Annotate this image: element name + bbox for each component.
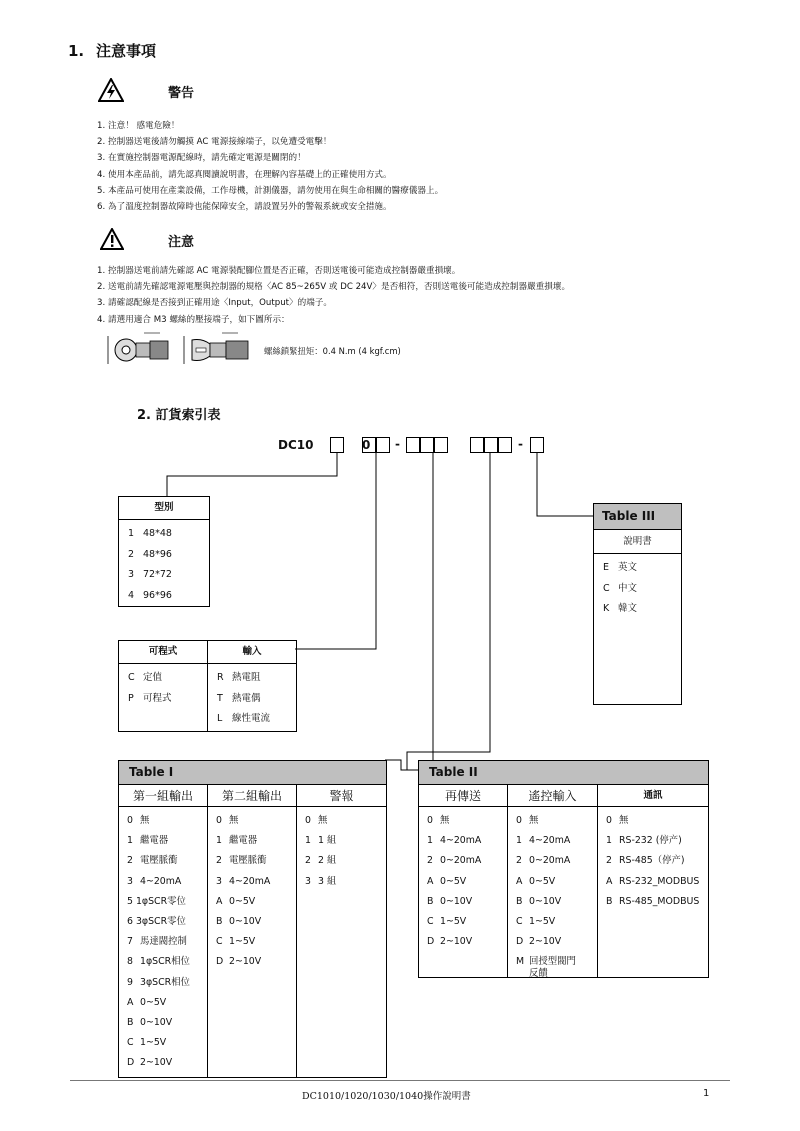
table-row: 0 無 xyxy=(305,815,328,826)
table-row: C 1~5V xyxy=(216,936,256,948)
table-row: 2 2 組 xyxy=(305,855,337,867)
type-row: 3 72*72 xyxy=(128,569,172,580)
table-3-title: Table III xyxy=(594,504,681,530)
footer-divider xyxy=(70,1080,730,1081)
warning-item: 6. 為了溫度控制器故障時也能保障安全，請設置另外的警報系統或安全措施。 xyxy=(97,202,392,213)
table-row: 6 3φSCR零位 xyxy=(127,916,186,928)
table-2-col-remote-header: 遙控輸入 xyxy=(508,785,598,807)
table-row: 8 1φSCR相位 xyxy=(127,956,190,968)
table-2-col-remote xyxy=(508,807,598,980)
type-row: 4 96*96 xyxy=(128,589,172,601)
table-2-col-comm-header: 通訊 xyxy=(598,785,708,807)
prog-row: P 可程式 xyxy=(128,692,172,704)
table-row: 2 電壓脈衝 xyxy=(127,855,178,867)
manual-row: E 英文 xyxy=(603,562,638,573)
warning-title: 警告 xyxy=(168,86,195,101)
caution-item: 1. 控制器送電前請先確認 AC 電源裝配腳位置是否正確，否則送電後可能造成控制器嚴重損壞。 xyxy=(97,266,461,276)
table-row: D 2~10V xyxy=(427,936,473,948)
table-1-col-out2-header: 第二組輸出 xyxy=(208,785,297,807)
table-1-col-alarm xyxy=(297,807,386,1077)
table-row: 1 4~20mA xyxy=(427,835,482,847)
table-1-col-alarm-header: 警報 xyxy=(297,785,386,807)
section-1-number: 1. xyxy=(68,42,85,60)
input-header: 輸入 xyxy=(208,641,296,664)
table-row: 3 4~20mA xyxy=(216,875,271,887)
page-number: 1 xyxy=(703,1088,710,1099)
warning-item: 3. 在實施控制器電源配線時，請先確定電源是關閉的！ xyxy=(97,153,306,164)
input-row: T 熱電偶 xyxy=(217,692,261,704)
caution-item: 4. 請選用適合 M3 螺絲的壓接端子，如下圖所示： xyxy=(97,314,290,325)
code-hyphen-2: - xyxy=(518,437,523,451)
line-table3 xyxy=(537,453,593,516)
manual-row: K 韓文 xyxy=(603,603,638,614)
manual-row: C 中文 xyxy=(603,582,638,594)
line-table1 xyxy=(385,453,433,770)
warning-item: 1. 注意！ 感電危險！ xyxy=(97,121,180,131)
caution-item: 3. 請確認配線是否接到正確用途〈Input，Output〉的端子。 xyxy=(97,298,332,309)
caution-title: 注意 xyxy=(168,235,195,250)
code-hyphen: - xyxy=(395,437,400,451)
table-row: 0 無 xyxy=(216,815,239,826)
warning-item: 5. 本產品可使用在產業設備，工作母機，計測儀器，請勿使用在與生命相關的醫療儀器上。 xyxy=(97,185,444,196)
type-table xyxy=(118,496,210,607)
table-row: 5 1φSCR零位 xyxy=(127,895,186,907)
table-row: B RS-485_MODBUS xyxy=(606,895,700,907)
line-table2 xyxy=(407,453,490,770)
torque-spec: 螺絲鎖緊扭矩：0.4 N.m (4 kgf.cm) xyxy=(264,346,401,356)
table-row: 1 4~20mA xyxy=(516,835,571,847)
type-table-header: 型別 xyxy=(119,497,209,520)
table-2-col-comm xyxy=(598,807,708,977)
table-2 xyxy=(418,760,709,978)
prog-header: 可程式 xyxy=(119,641,207,664)
table-row: 0 無 xyxy=(606,815,629,826)
table-row: 3 4~20mA xyxy=(127,875,182,887)
table-2-col-retrans xyxy=(419,807,508,977)
table-row: 2 0~20mA xyxy=(516,855,571,867)
table-row: C 1~5V xyxy=(127,1037,167,1049)
table-row: B 0~10V xyxy=(127,1017,173,1029)
table-1-col-out1 xyxy=(119,807,208,1077)
table-row: A 0~5V xyxy=(127,996,167,1008)
code-fixed-zero: 0 xyxy=(362,438,371,452)
table-2-title: Table II xyxy=(419,761,708,785)
table-row: 0 無 xyxy=(516,815,539,826)
table-row: B 0~10V xyxy=(516,895,562,907)
table-row: 2 電壓脈衝 xyxy=(216,855,267,867)
prog-row: C 定值 xyxy=(128,672,163,683)
type-row: 1 48*48 xyxy=(128,528,172,539)
table-2-col-retrans-header: 再傳送 xyxy=(419,785,508,807)
table-row: 1 繼電器 xyxy=(127,835,169,847)
table-row: D 2~10V xyxy=(127,1057,173,1069)
table-row: D 2~10V xyxy=(216,956,262,968)
table-3 xyxy=(593,503,682,705)
warning-item: 2. 控制器送電後請勿觸摸 AC 電源接線端子，以免遭受電擊！ xyxy=(97,137,332,148)
type-row: 2 48*96 xyxy=(128,548,172,560)
table-row: A 0~5V xyxy=(216,895,256,907)
prog-input-table xyxy=(118,640,297,732)
table-1-col-out2 xyxy=(208,807,297,1077)
warning-item: 4. 使用本產品前，請先認真閱讀說明書，在理解內容基礎上的正確使用方式。 xyxy=(97,169,392,180)
table-row: 2 0~20mA xyxy=(427,855,482,867)
table-row: C 1~5V xyxy=(427,916,467,928)
table-row: 7 馬達閥控制 xyxy=(127,936,187,948)
table-row: 9 3φSCR相位 xyxy=(127,976,190,988)
input-row: L 線性電流 xyxy=(217,713,271,724)
table-row: B 0~10V xyxy=(216,916,262,928)
line-input xyxy=(295,453,376,649)
line-type xyxy=(167,453,337,496)
table-row: A RS-232_MODBUS xyxy=(606,875,700,887)
table-row: 1 RS-232 (停产) xyxy=(606,835,682,847)
table-row: 3 3 組 xyxy=(305,875,337,887)
table-row: A 0~5V xyxy=(427,875,467,887)
table-3-subheader: 說明書 xyxy=(594,530,681,554)
table-row: A 0~5V xyxy=(516,875,556,887)
table-row: D 2~10V xyxy=(516,936,562,948)
section-2-title: 2. 訂貨索引表 xyxy=(137,408,221,423)
model-prefix: DC10 xyxy=(278,438,314,452)
input-row: R 熱電阻 xyxy=(217,672,261,683)
table-1-col-out1-header: 第一組輸出 xyxy=(119,785,208,807)
table-row: 0 無 xyxy=(127,815,150,826)
table-row: 0 無 xyxy=(427,815,450,826)
table-row: 1 1 組 xyxy=(305,835,337,847)
table-1-title: Table I xyxy=(119,761,386,785)
table-row: M 回授型閥門反饋 xyxy=(516,956,576,980)
caution-item: 2. 送電前請先確認電源電壓與控制器的規格〈AC 85~265V 或 DC 24V〉是否相符，否則送電後可能造成控制器嚴重損壞。 xyxy=(97,282,571,293)
table-1 xyxy=(118,760,387,1078)
section-1-label: 注意事項 xyxy=(96,42,157,60)
footer-title: DC1010/1020/1030/1040操作說明書 xyxy=(302,1091,471,1102)
table-row: C 1~5V xyxy=(516,916,556,928)
table-row: 2 RS-485（停产) xyxy=(606,855,685,867)
table-row: B 0~10V xyxy=(427,895,473,907)
table-row: 1 繼電器 xyxy=(216,835,258,847)
